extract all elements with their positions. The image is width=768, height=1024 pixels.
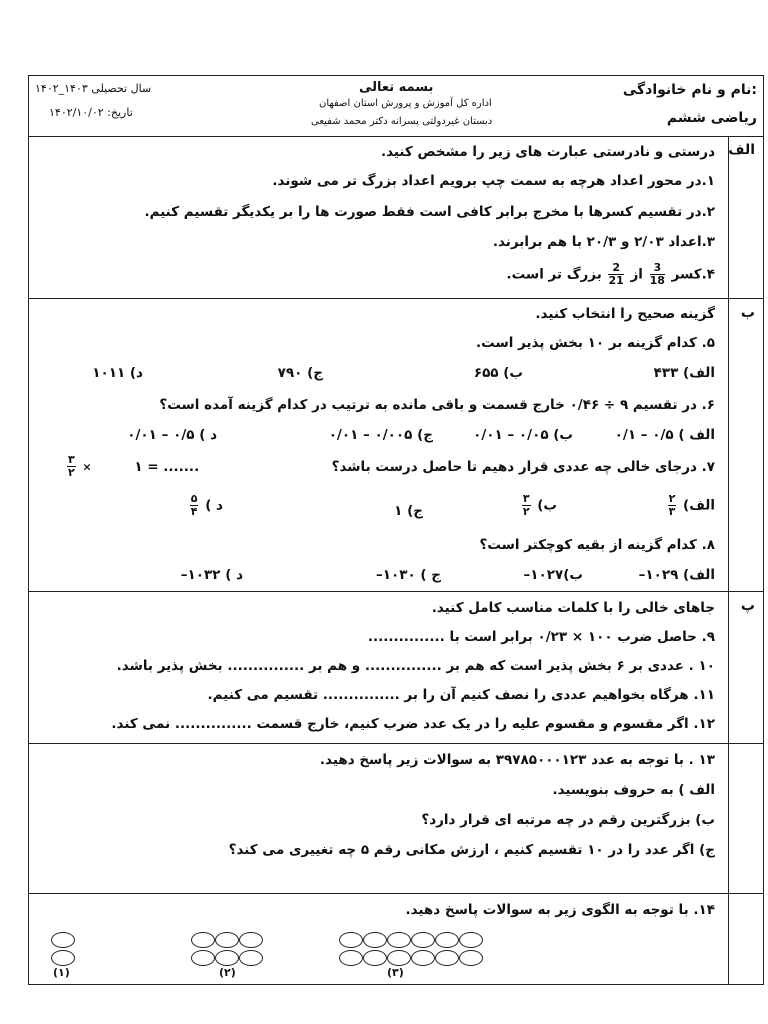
fraction-3-2: $\frac{۳}{۲}$ (522, 492, 530, 518)
office-name: اداره کل آموزش و پرورش استان اصفهان (319, 98, 492, 109)
fraction-2-3: $\frac{۲}{۳}$ (668, 492, 676, 518)
school-year: سال تحصیلی ۱۴۰۳_۱۴۰۲ (35, 82, 152, 95)
subject-label: ریاضی ششم (666, 110, 757, 126)
question-2: ۲.در تقسیم کسرها با مخرج برابر کافی است فقط صورت ها را بر یکدیگر تقسیم کنیم. (144, 204, 715, 220)
q7-option-a[interactable]: الف) $\frac{۲}{۳}$ (668, 492, 715, 518)
q6-option-c[interactable]: ج) ۰/۰۰۵ – ۰/۰۱ (328, 427, 433, 443)
school-name: دبستان غیردولتی پسرانه دکتر محمد شفیعی (311, 116, 493, 127)
exam-sheet (28, 75, 764, 985)
question-5: ۵. کدام گزینه بر ۱۰ بخش پذیر است. (476, 335, 715, 351)
q7-option-c[interactable]: ج) ۱ (394, 503, 423, 519)
question-4 (507, 262, 715, 287)
question-12: ۱۲. اگر مقسوم و مقسوم علیه را در یک عدد ضرب کنیم، خارج قسمت ............... نمی کند. (111, 716, 715, 732)
pattern-circle (339, 932, 363, 948)
pattern-circle (435, 932, 459, 948)
q4-text-b: از (630, 266, 643, 283)
q5-option-a[interactable]: الف) ۴۳۳ (653, 365, 715, 381)
pattern-circle (339, 950, 363, 966)
section-label-col (728, 744, 763, 893)
section-label-col (728, 136, 763, 298)
pattern-label-2: (۲) (219, 966, 236, 979)
section-pe (29, 592, 763, 744)
pattern-circle (239, 932, 263, 948)
section-alef (29, 136, 763, 299)
question-9: ۹. حاصل ضرب ۱۰۰ × ۰/۲۳ برابر است با ............... (367, 629, 715, 645)
pattern-circle (239, 950, 263, 966)
q8-option-a[interactable]: الف) ۱۰۲۹– (638, 567, 715, 583)
section-q13 (29, 744, 763, 894)
section-title: گزینه صحیح را انتخاب کنید. (535, 306, 715, 322)
question-11: ۱۱. هرگاه بخواهیم عددی را نصف کنیم آن را بر ............... تقسیم می کنیم. (207, 687, 715, 703)
question-6: ۶. در تقسیم ۹ ÷ ۰/۴۶ خارج قسمت و باقی مانده به ترتیب در کدام گزینه آمده است؟ (159, 397, 715, 413)
q5-option-c[interactable]: ج) ۷۹۰ (277, 365, 323, 381)
fraction-5-4: $\frac{۵}{۴}$ (190, 492, 198, 518)
pattern-label-3: (۳) (387, 966, 404, 979)
question-13-c: ج) اگر عدد را در ۱۰ تقسیم کنیم ، ارزش مکانی رقم ۵ چه تغییری می کند؟ (228, 842, 715, 858)
section-title: درستی و نادرستی عبارت های زیر را مشخص کنید. (380, 144, 715, 160)
pattern-circle (363, 932, 387, 948)
fraction-2-21: $\frac{2}{21}$ (608, 261, 624, 287)
pattern-circle (363, 950, 387, 966)
pattern-circle (387, 950, 411, 966)
q5-option-d[interactable]: د) ۱۰۱۱ (92, 365, 143, 381)
section-be (29, 299, 763, 592)
q7-expression: $\frac{۳}{۲}$ × ۱ = ....... (68, 453, 200, 479)
question-3: ۳.اعداد ۲/۰۳ و ۲۰/۳ با هم برابرند. (492, 234, 715, 250)
q5-option-b[interactable]: ب) ۶۵۵ (473, 365, 523, 381)
section-label-col (728, 299, 763, 591)
q6-option-d[interactable]: د ) ۰/۵ – ۰/۰۱ (127, 427, 217, 443)
section-label-col (728, 592, 763, 743)
pattern-circle (51, 932, 75, 948)
section-label: ب (740, 305, 755, 321)
q6-option-a[interactable]: الف ) ۰/۵ – ۰/۱ (614, 427, 715, 443)
q7-blank: ۱ = ....... (134, 458, 200, 475)
pattern-circle (411, 950, 435, 966)
question-8: ۸. کدام گزینه از بقیه کوچکتر است؟ (479, 537, 715, 553)
fraction-3-2: $\frac{۳}{۲}$ (68, 453, 75, 479)
q7-option-d[interactable]: د ) $\frac{۵}{۴}$ (190, 492, 223, 518)
pattern-circle (435, 950, 459, 966)
fraction-3-18: $\frac{3}{18}$ (649, 261, 665, 287)
question-7: ۷. درجای خالی چه عددی قرار دهیم تا حاصل درست باشد؟ (331, 459, 715, 475)
question-13-a: الف ) به حروف بنویسید. (552, 782, 715, 798)
section-label-col (728, 894, 763, 984)
q8-option-b[interactable]: ب)۱۰۲۷– (523, 567, 583, 583)
pattern-circle (459, 950, 483, 966)
question-10: ۱۰ . عددی بر ۶ بخش پذیر است که هم بر ............... و هم بر ............... بخش پذیر باشد. (116, 658, 715, 674)
question-13: ۱۳ . با توجه به عدد ۳۹۷۸۵۰۰۰۱۲۳ به سوالات زیر پاسخ دهید. (319, 752, 715, 768)
exam-header (29, 76, 763, 137)
section-title: جاهای خالی را با کلمات مناسب کامل کنید. (431, 600, 715, 616)
pattern-circle (191, 950, 215, 966)
q4-text-c: بزرگ تر است. (506, 266, 602, 283)
pattern-label-1: (۱) (53, 966, 70, 979)
pattern-circle (51, 950, 75, 966)
pattern-circle (215, 950, 239, 966)
basmala: بسمه تعالی (359, 80, 434, 95)
question-1: ۱.در محور اعداد هرچه به سمت چپ برویم اعداد بزرگ تر می شوند. (272, 173, 715, 189)
q8-option-d[interactable]: د ) ۱۰۳۲– (180, 567, 243, 583)
q4-text-a: ۴.کسر (671, 266, 715, 283)
name-label: نام و نام خانوادگی: (622, 82, 757, 98)
section-label: پ (740, 598, 755, 614)
section-label: الف (728, 142, 755, 158)
pattern-circle (411, 932, 435, 948)
q6-option-b[interactable]: ب) ۰/۰۵ – ۰/۰۱ (473, 427, 573, 443)
exam-date: تاریخ: ۱۴۰۲/۱۰/۰۲ (49, 106, 133, 119)
q7-option-b[interactable]: ب) $\frac{۳}{۲}$ (522, 492, 557, 518)
question-14: ۱۴. با توجه به الگوی زیر به سوالات پاسخ دهید. (405, 902, 715, 918)
pattern-circle (215, 932, 239, 948)
question-13-b: ب) بزرگترین رقم در چه مرتبه ای قرار دارد؟ (421, 812, 715, 828)
pattern-circle (459, 932, 483, 948)
section-q14 (29, 894, 763, 984)
q8-option-c[interactable]: ج ) ۱۰۳۰– (375, 567, 441, 583)
pattern-circle (191, 932, 215, 948)
pattern-circle (387, 932, 411, 948)
